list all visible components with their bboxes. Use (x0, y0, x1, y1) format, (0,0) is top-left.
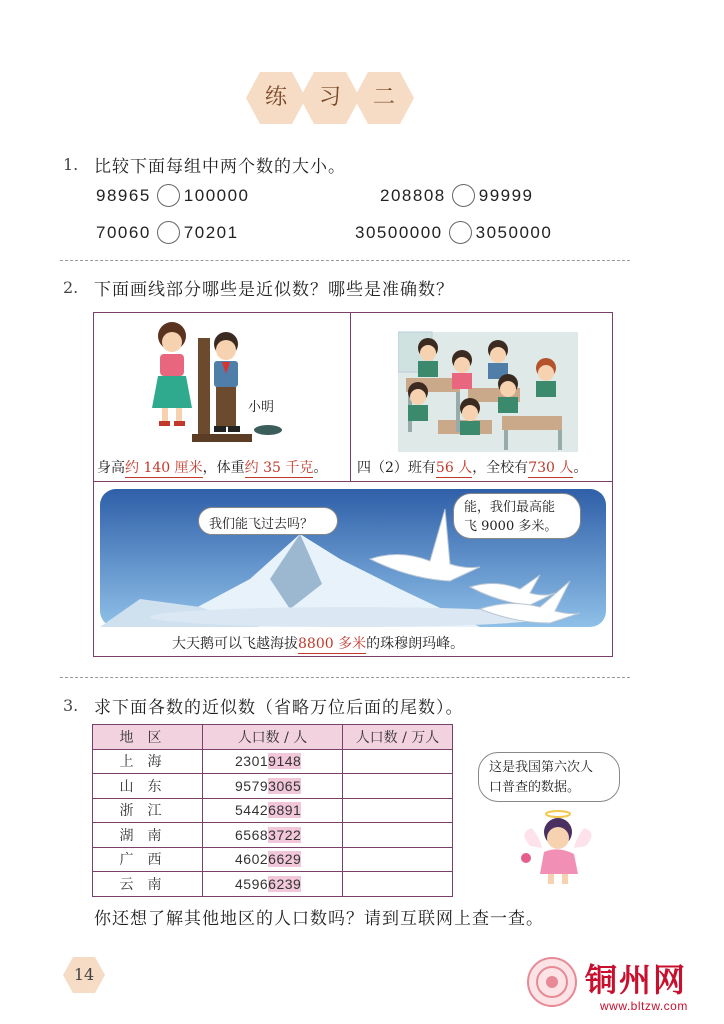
compare-circle[interactable] (449, 221, 472, 244)
panel3-caption (172, 633, 464, 653)
header-population-wan: 人口数 / 万人 (343, 725, 453, 750)
watermark-url: www.bltzw.com (600, 999, 688, 1013)
table-row (93, 749, 453, 774)
compare-right: 100000 (183, 185, 250, 205)
table-row (93, 823, 453, 848)
population-prefix: 2301 (235, 753, 269, 770)
underlined-value: 8800 多米 (298, 636, 367, 652)
title-hex-3: 二 (352, 70, 416, 126)
population-table (92, 724, 453, 897)
region-cell: 广西 (93, 847, 203, 872)
population-prefix: 5442 (235, 802, 269, 819)
caption-text: 。 (313, 460, 328, 476)
caption-text: 。 (573, 460, 588, 476)
compare-right: 3050000 (475, 222, 553, 242)
compare-row-3 (96, 221, 239, 244)
underlined-value: 730 人 (528, 460, 574, 476)
region-cell: 云南 (93, 872, 203, 897)
frame-divider-vertical (350, 312, 351, 482)
underlined-value: 约 140 厘米 (125, 460, 203, 476)
title-hex-1: 练 (244, 70, 308, 126)
answer-cell[interactable] (343, 774, 453, 799)
exercise-title (244, 70, 414, 126)
caption-text: 四（2）班有 (357, 460, 436, 476)
answer-cell[interactable] (343, 847, 453, 872)
compare-left: 70060 (96, 222, 151, 242)
title-hex-2: 习 (298, 70, 362, 126)
compare-row-4 (355, 221, 552, 244)
population-cell (203, 798, 343, 823)
table-row (93, 798, 453, 823)
watermark-text: 铜州网 (585, 961, 688, 999)
underlined-value: 约 35 千克 (244, 460, 314, 476)
answer-cell[interactable] (343, 823, 453, 848)
q3-text: 求下面各数的近似数（省略万位后面的尾数）。 (94, 698, 464, 718)
q1-number: 1. (63, 155, 79, 174)
q2-text: 下面画线部分哪些是近似数？哪些是准确数？ (94, 280, 454, 300)
caption-text: 大天鹅可以飞越海拔 (172, 636, 298, 652)
caption-text: 身高 (97, 460, 125, 476)
region-cell: 湖南 (93, 823, 203, 848)
population-cell (203, 749, 343, 774)
population-cell (203, 774, 343, 799)
population-cell (203, 847, 343, 872)
region-cell: 浙江 (93, 798, 203, 823)
underlined-value: 56 人 (435, 460, 473, 476)
table-header-row (93, 725, 453, 750)
answer-cell[interactable] (343, 798, 453, 823)
section-divider (60, 260, 630, 261)
caption-text: ，全校有 (472, 460, 529, 476)
population-cell (203, 872, 343, 897)
population-prefix: 9579 (235, 777, 269, 794)
table-row (93, 774, 453, 799)
population-tail: 6891 (268, 802, 302, 819)
population-tail: 6239 (268, 875, 302, 892)
caption-text: ，体重 (202, 460, 245, 476)
compare-right: 99999 (478, 185, 534, 205)
compare-right: 70201 (183, 222, 239, 242)
classroom-illustration (398, 320, 578, 452)
panel1-caption (97, 457, 327, 477)
population-prefix: 4602 (235, 851, 269, 868)
population-tail: 9148 (268, 753, 302, 770)
bubble-line: 能，我们最高能 (464, 500, 556, 515)
compare-circle[interactable] (452, 184, 475, 207)
followup-text: 你还想了解其他地区的人口数吗？请到互联网上查一查。 (94, 909, 544, 929)
answer-cell[interactable] (343, 749, 453, 774)
region-cell: 上海 (93, 749, 203, 774)
header-region: 地区 (93, 725, 203, 750)
q1-text: 比较下面每组中两个数的大小。 (94, 157, 346, 177)
region-cell: 山东 (93, 774, 203, 799)
table-row (93, 872, 453, 897)
population-prefix: 4596 (235, 875, 269, 892)
bubble-line: 飞 9000 多米。 (464, 519, 558, 534)
answer-cell[interactable] (343, 872, 453, 897)
population-tail: 6629 (268, 851, 302, 868)
population-prefix: 6568 (235, 826, 269, 843)
bubble-line: 这是我国第六次人 (489, 760, 594, 775)
population-tail: 3065 (268, 777, 302, 794)
speech-bubble-question: 我们能飞过去吗？ (198, 507, 338, 535)
caption-text: 的珠穆朗玛峰。 (366, 636, 465, 652)
q3-number: 3. (63, 696, 79, 715)
section-divider (60, 677, 630, 678)
bubble-line: 口普查的数据。 (489, 780, 581, 795)
angel-girl-illustration (518, 808, 598, 888)
page-number: 14 (62, 956, 106, 994)
speech-bubble-answer (453, 493, 581, 539)
watermark-logo-icon (526, 956, 578, 1008)
frame-divider-horizontal (93, 481, 613, 482)
compare-circle[interactable] (157, 221, 180, 244)
q2-number: 2. (63, 278, 79, 297)
compare-row-2 (380, 184, 534, 207)
compare-left: 98965 (96, 185, 151, 205)
panel2-caption (357, 457, 587, 477)
population-tail: 3722 (268, 826, 302, 843)
census-note-bubble (478, 752, 620, 802)
measuring-height-illustration (140, 318, 300, 448)
population-cell (203, 823, 343, 848)
compare-left: 30500000 (355, 222, 443, 242)
compare-row-1 (96, 184, 250, 207)
table-row (93, 847, 453, 872)
header-population: 人口数 / 人 (203, 725, 343, 750)
compare-left: 208808 (380, 185, 446, 205)
compare-circle[interactable] (157, 184, 180, 207)
name-label-xiaoming: 小明 (248, 400, 275, 415)
